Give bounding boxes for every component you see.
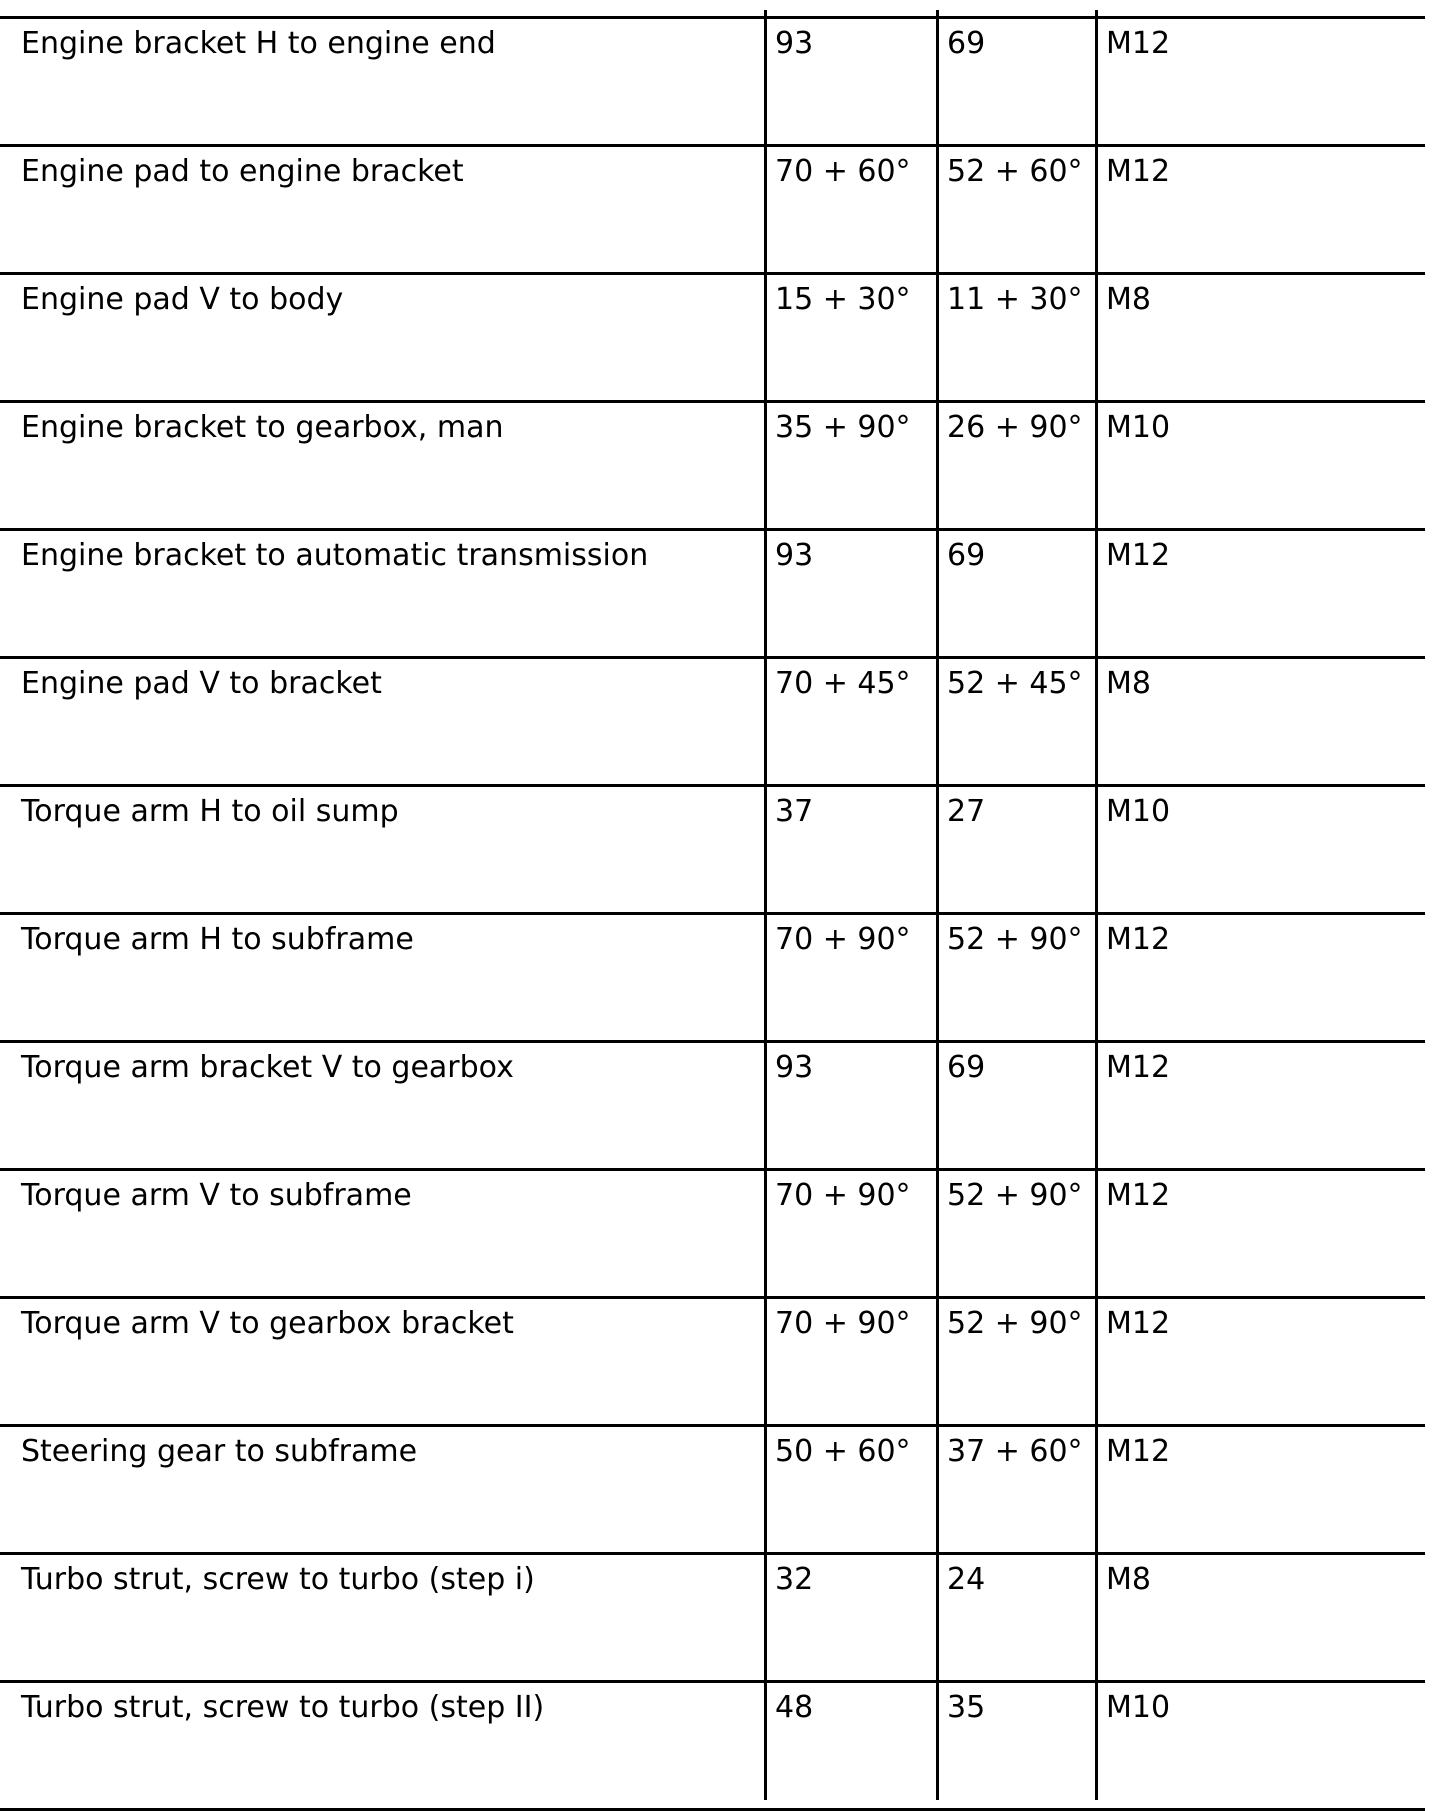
fastener-description: Steering gear to subframe bbox=[21, 1434, 418, 1469]
table-row bbox=[0, 528, 1425, 656]
thread-size: M8 bbox=[1106, 666, 1151, 701]
torque-nm: 70 + 60° bbox=[775, 154, 911, 189]
thread-size: M12 bbox=[1106, 154, 1171, 189]
fastener-description: Torque arm bracket V to gearbox bbox=[21, 1050, 514, 1085]
torque-nm: 32 bbox=[775, 1562, 814, 1597]
table-row bbox=[0, 784, 1425, 912]
thread-size: M10 bbox=[1106, 1690, 1171, 1725]
fastener-description: Turbo strut, screw to turbo (step II) bbox=[21, 1690, 545, 1725]
fastener-description: Turbo strut, screw to turbo (step i) bbox=[21, 1562, 535, 1597]
torque-nm: 70 + 45° bbox=[775, 666, 911, 701]
fastener-description: Engine bracket to automatic transmission bbox=[21, 538, 649, 573]
table-row bbox=[0, 1296, 1425, 1424]
thread-size: M12 bbox=[1106, 1434, 1171, 1469]
table-row bbox=[0, 656, 1425, 784]
torque-lbf-ft: 52 + 90° bbox=[947, 1306, 1083, 1341]
table-row bbox=[0, 912, 1425, 1040]
thread-size: M12 bbox=[1106, 1178, 1171, 1213]
torque-nm: 93 bbox=[775, 26, 814, 61]
thread-size: M8 bbox=[1106, 1562, 1151, 1597]
torque-nm: 93 bbox=[775, 538, 814, 573]
torque-lbf-ft: 24 bbox=[947, 1562, 986, 1597]
table-row bbox=[0, 1040, 1425, 1168]
torque-nm: 70 + 90° bbox=[775, 1178, 911, 1213]
torque-nm: 50 + 60° bbox=[775, 1434, 911, 1469]
fastener-description: Torque arm H to subframe bbox=[21, 922, 414, 957]
torque-lbf-ft: 52 + 90° bbox=[947, 922, 1083, 957]
torque-lbf-ft: 35 bbox=[947, 1690, 986, 1725]
torque-lbf-ft: 69 bbox=[947, 26, 986, 61]
thread-size: M8 bbox=[1106, 282, 1151, 317]
torque-lbf-ft: 69 bbox=[947, 1050, 986, 1085]
fastener-description: Engine bracket to gearbox, man bbox=[21, 410, 504, 445]
torque-nm: 37 bbox=[775, 794, 814, 829]
fastener-description: Torque arm H to oil sump bbox=[21, 794, 399, 829]
table-row bbox=[0, 144, 1425, 272]
torque-nm: 93 bbox=[775, 1050, 814, 1085]
torque-lbf-ft: 52 + 90° bbox=[947, 1178, 1083, 1213]
torque-nm: 35 + 90° bbox=[775, 410, 911, 445]
table-row bbox=[0, 1680, 1425, 1808]
fastener-description: Torque arm V to subframe bbox=[21, 1178, 412, 1213]
fastener-description: Engine pad V to body bbox=[21, 282, 344, 317]
thread-size: M12 bbox=[1106, 922, 1171, 957]
fastener-description: Engine pad V to bracket bbox=[21, 666, 382, 701]
fastener-description: Engine bracket H to engine end bbox=[21, 26, 496, 61]
table-row bbox=[0, 16, 1425, 144]
fastener-description: Torque arm V to gearbox bracket bbox=[21, 1306, 514, 1341]
thread-size: M12 bbox=[1106, 26, 1171, 61]
torque-lbf-ft: 52 + 60° bbox=[947, 154, 1083, 189]
fastener-description: Engine pad to engine bracket bbox=[21, 154, 464, 189]
table-row bbox=[0, 400, 1425, 528]
thread-size: M12 bbox=[1106, 1306, 1171, 1341]
table-row bbox=[0, 1424, 1425, 1552]
thread-size: M10 bbox=[1106, 794, 1171, 829]
torque-nm: 15 + 30° bbox=[775, 282, 911, 317]
table-row bbox=[0, 272, 1425, 400]
torque-spec-table bbox=[0, 16, 1425, 1808]
torque-lbf-ft: 26 + 90° bbox=[947, 410, 1083, 445]
torque-lbf-ft: 69 bbox=[947, 538, 986, 573]
thread-size: M10 bbox=[1106, 410, 1171, 445]
table-row bbox=[0, 1168, 1425, 1296]
torque-lbf-ft: 37 + 60° bbox=[947, 1434, 1083, 1469]
torque-lbf-ft: 11 + 30° bbox=[947, 282, 1083, 317]
torque-nm: 48 bbox=[775, 1690, 814, 1725]
torque-nm: 70 + 90° bbox=[775, 1306, 911, 1341]
torque-lbf-ft: 27 bbox=[947, 794, 986, 829]
table-row bbox=[0, 1552, 1425, 1680]
torque-lbf-ft: 52 + 45° bbox=[947, 666, 1083, 701]
thread-size: M12 bbox=[1106, 538, 1171, 573]
torque-nm: 70 + 90° bbox=[775, 922, 911, 957]
thread-size: M12 bbox=[1106, 1050, 1171, 1085]
